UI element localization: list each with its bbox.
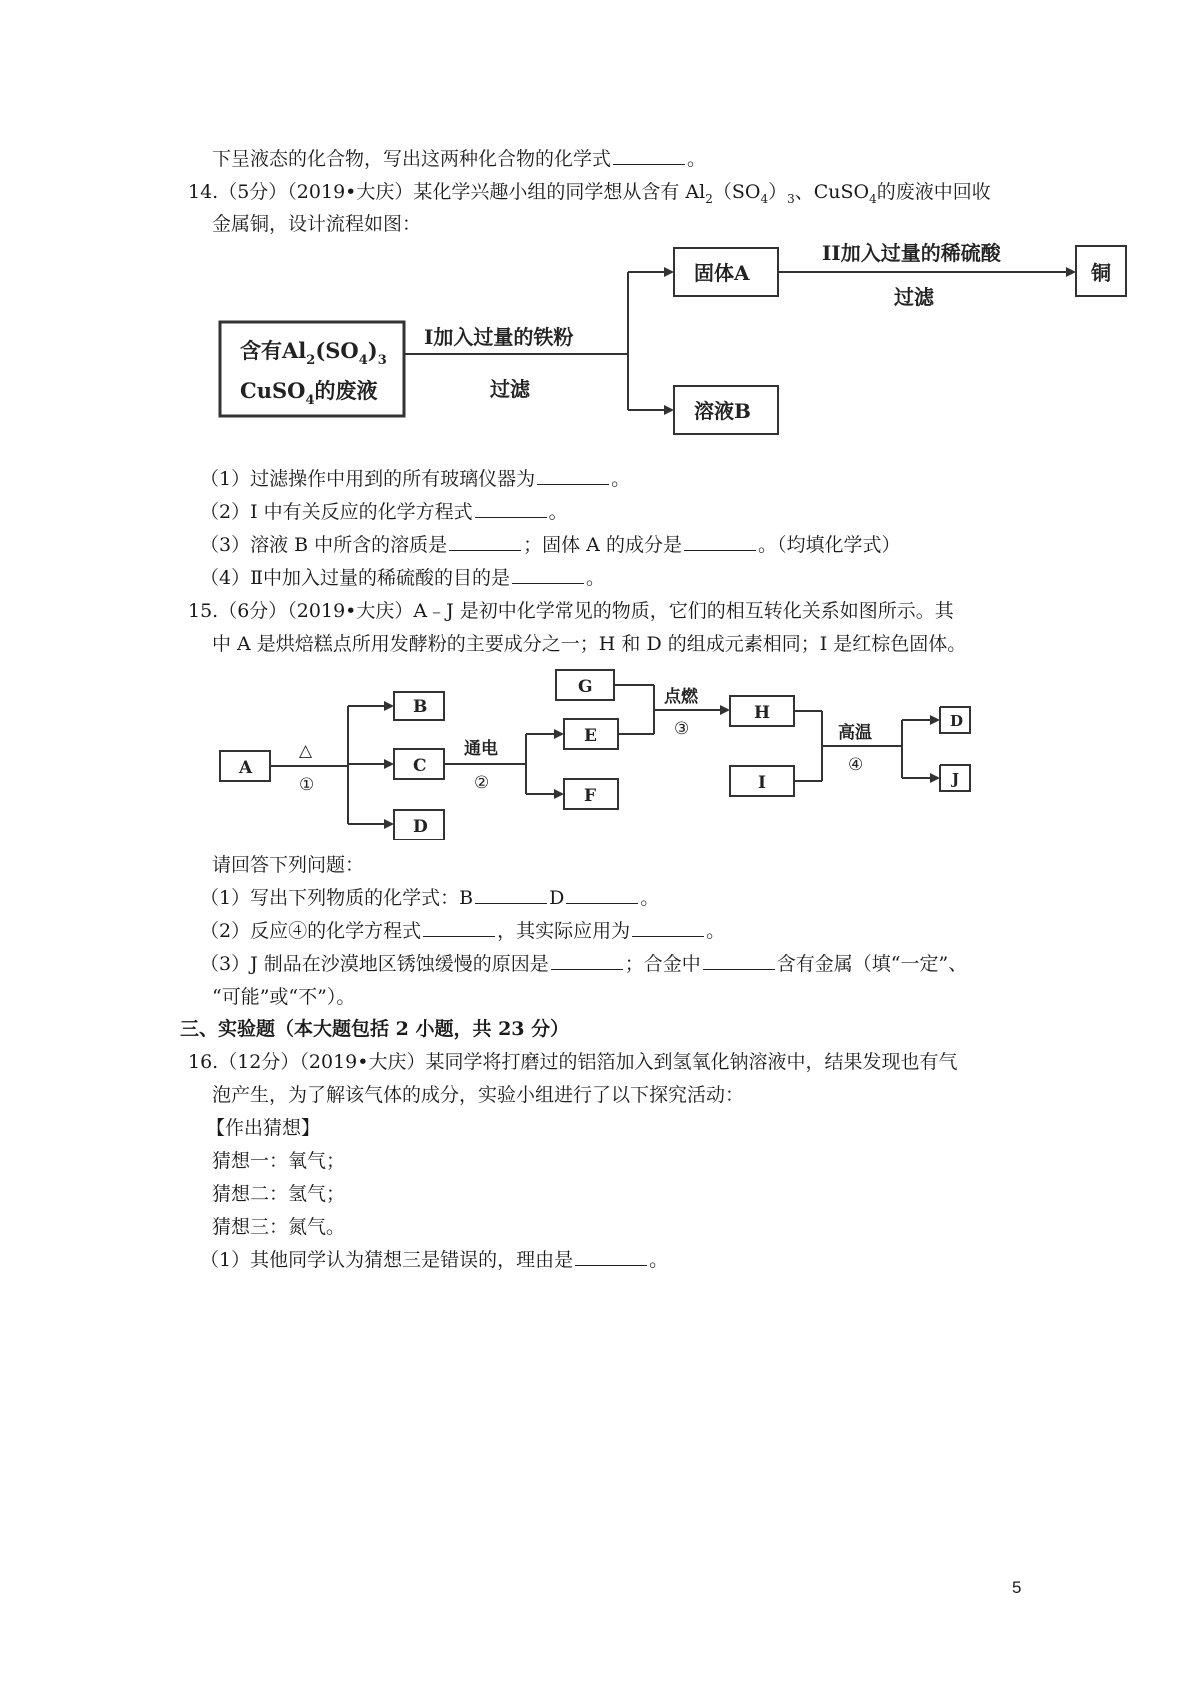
q16-guess-3 <box>212 1214 345 1240</box>
text: 泡产生，为了解该气体的成分，实验小组进行了以下探究活动： <box>212 1084 745 1106</box>
reaction-1: ① <box>299 775 315 795</box>
box-waste-line1: 含有$Al_2(SO_4)_3$ <box>240 338 387 368</box>
answer-blank[interactable] <box>684 532 756 551</box>
answer-blank[interactable] <box>475 885 547 904</box>
subscript: 4 <box>869 191 877 206</box>
text: （2）I 中有关反应的化学方程式 <box>200 501 473 523</box>
text: （1）写出下列物质的化学式：B <box>200 887 474 909</box>
reaction-2: ② <box>474 773 490 793</box>
text: 。 <box>611 468 631 490</box>
text: D <box>549 887 565 909</box>
text: （3）J 制品在沙漠地区锈蚀缓慢的原因是 <box>200 953 549 975</box>
answer-blank[interactable] <box>449 532 521 551</box>
text: ） <box>768 181 788 203</box>
q15-part1 <box>200 885 659 911</box>
q14-part1 <box>200 466 630 492</box>
question-16-stem-line2 <box>212 1082 744 1108</box>
text: 15.（6分）（2019•大庆）A﹣J 是初中化学常见的物质，它们的相互转化关系如图所示。其 <box>188 600 954 622</box>
text: 14.（5分）（2019•大庆）某化学兴趣小组的同学想从含有 Al <box>188 181 706 203</box>
question-16-stem <box>188 1049 957 1075</box>
text: ；合金中 <box>624 953 701 975</box>
text: 猜想二：氢气； <box>212 1183 346 1205</box>
solid-a-label: 固体A <box>694 261 750 285</box>
text: （3）溶液 B 中所含的溶质是 <box>200 534 448 556</box>
text: 、CuSO <box>794 181 870 203</box>
q14-part2 <box>200 499 568 525</box>
solution-b-label: 溶液B <box>694 399 751 423</box>
text: （2）反应④的化学方程式 <box>200 920 422 942</box>
text: 含有金属（填“一定”、 <box>776 953 968 975</box>
answer-blank[interactable] <box>566 885 638 904</box>
step2-label: II加入过量的稀硫酸 <box>822 241 1001 265</box>
text: 金属铜，设计流程如图： <box>212 213 422 235</box>
answer-blank[interactable] <box>632 918 704 937</box>
answer-blank[interactable] <box>537 466 609 485</box>
text: 。 <box>548 501 568 523</box>
answer-blank[interactable] <box>475 499 547 518</box>
text: 请回答下列问题： <box>212 854 365 876</box>
text: 下呈液态的化合物，写出这两种化合物的化学式 <box>212 148 612 170</box>
text: ；固体 A 的成分是 <box>523 534 682 556</box>
text: 16.（12分）（2019•大庆）某同学将打磨过的铝箔加入到氢氧化钠溶液中，结果发现也有气 <box>188 1051 958 1073</box>
text: （1）过滤操作中用到的所有玻璃仪器为 <box>200 468 536 490</box>
text: （SO <box>712 181 761 203</box>
q15-part2 <box>200 918 725 944</box>
label-b: B <box>413 697 428 717</box>
question-14-stem <box>188 179 991 205</box>
answer-blank[interactable] <box>703 951 775 970</box>
condition-high-temp: 高温 <box>838 723 872 743</box>
condition-ignite: 点燃 <box>664 687 698 707</box>
label-d-result: D <box>950 712 964 730</box>
text: 。 <box>706 920 726 942</box>
page-number: 5 <box>1012 1578 1022 1597</box>
text: 。 <box>640 887 660 909</box>
label-d: D <box>413 817 428 837</box>
text: 三、实验题（本大题包括 2 小题，共 23 分） <box>180 1018 570 1040</box>
text: 【作出猜想】 <box>206 1117 321 1139</box>
text: （1）其他同学认为猜想三是错误的，理由是 <box>200 1249 574 1271</box>
text: 。（均填化学式） <box>757 534 901 556</box>
text: 中 A 是烘焙糕点所用发酵粉的主要成分之一；H 和 D 的组成元素相同；I 是红棕色固体。 <box>212 633 967 655</box>
text: 的废液中回收 <box>876 181 991 203</box>
section-3-heading <box>180 1016 569 1042</box>
q14-part3 <box>200 532 900 558</box>
answer-blank[interactable] <box>423 918 495 937</box>
subscript: 3 <box>787 191 795 206</box>
label-e: E <box>584 726 597 746</box>
q15-intro <box>212 852 364 878</box>
q14-part4 <box>200 565 605 591</box>
q16-guess-heading <box>206 1115 320 1141</box>
q16-guess-1 <box>212 1148 345 1174</box>
subscript: 2 <box>705 191 713 206</box>
step2-filter-label: 过滤 <box>894 285 934 309</box>
q16-part1 <box>200 1247 668 1273</box>
label-g: G <box>578 677 593 697</box>
box-waste-line2: CuSO$_4$的废液 <box>240 378 378 408</box>
flowchart-q15 <box>200 660 1060 840</box>
text: （4）Ⅱ中加入过量的稀硫酸的目的是 <box>200 567 511 589</box>
text: 猜想三：氮气。 <box>212 1216 346 1238</box>
q15-part3 <box>200 951 967 977</box>
condition-electrolysis: 通电 <box>464 739 498 759</box>
label-i: I <box>758 773 766 793</box>
copper-label: 铜 <box>1091 261 1111 285</box>
text: ，其实际应用为 <box>497 920 631 942</box>
label-h: H <box>754 703 771 723</box>
label-f: F <box>584 786 597 806</box>
answer-blank[interactable] <box>575 1247 647 1266</box>
label-j: J <box>952 770 960 788</box>
reaction-4: ④ <box>848 755 864 775</box>
step1-filter-label: 过滤 <box>490 377 530 401</box>
text: “可能”或“不”）。 <box>212 986 356 1008</box>
question-15-stem <box>188 598 954 624</box>
condition-heat: △ <box>299 741 313 761</box>
label-a: A <box>239 758 253 778</box>
subscript: 4 <box>760 191 769 206</box>
reaction-3: ③ <box>674 719 690 739</box>
question-14-stem-line2 <box>212 211 421 237</box>
text: 。 <box>649 1249 669 1271</box>
text: 。 <box>586 567 606 589</box>
answer-blank[interactable] <box>551 951 623 970</box>
question-13-tail <box>212 146 706 172</box>
answer-blank[interactable] <box>613 146 685 165</box>
text: 猜想一：氧气； <box>212 1150 346 1172</box>
label-c: C <box>413 756 427 776</box>
answer-blank[interactable] <box>512 565 584 584</box>
q15-part3-line2 <box>212 984 355 1010</box>
flowchart-q14 <box>200 236 1180 446</box>
text: 。 <box>687 148 707 170</box>
q16-guess-2 <box>212 1181 345 1207</box>
question-15-stem-line2 <box>212 631 966 657</box>
step1-label: I加入过量的铁粉 <box>424 325 574 349</box>
